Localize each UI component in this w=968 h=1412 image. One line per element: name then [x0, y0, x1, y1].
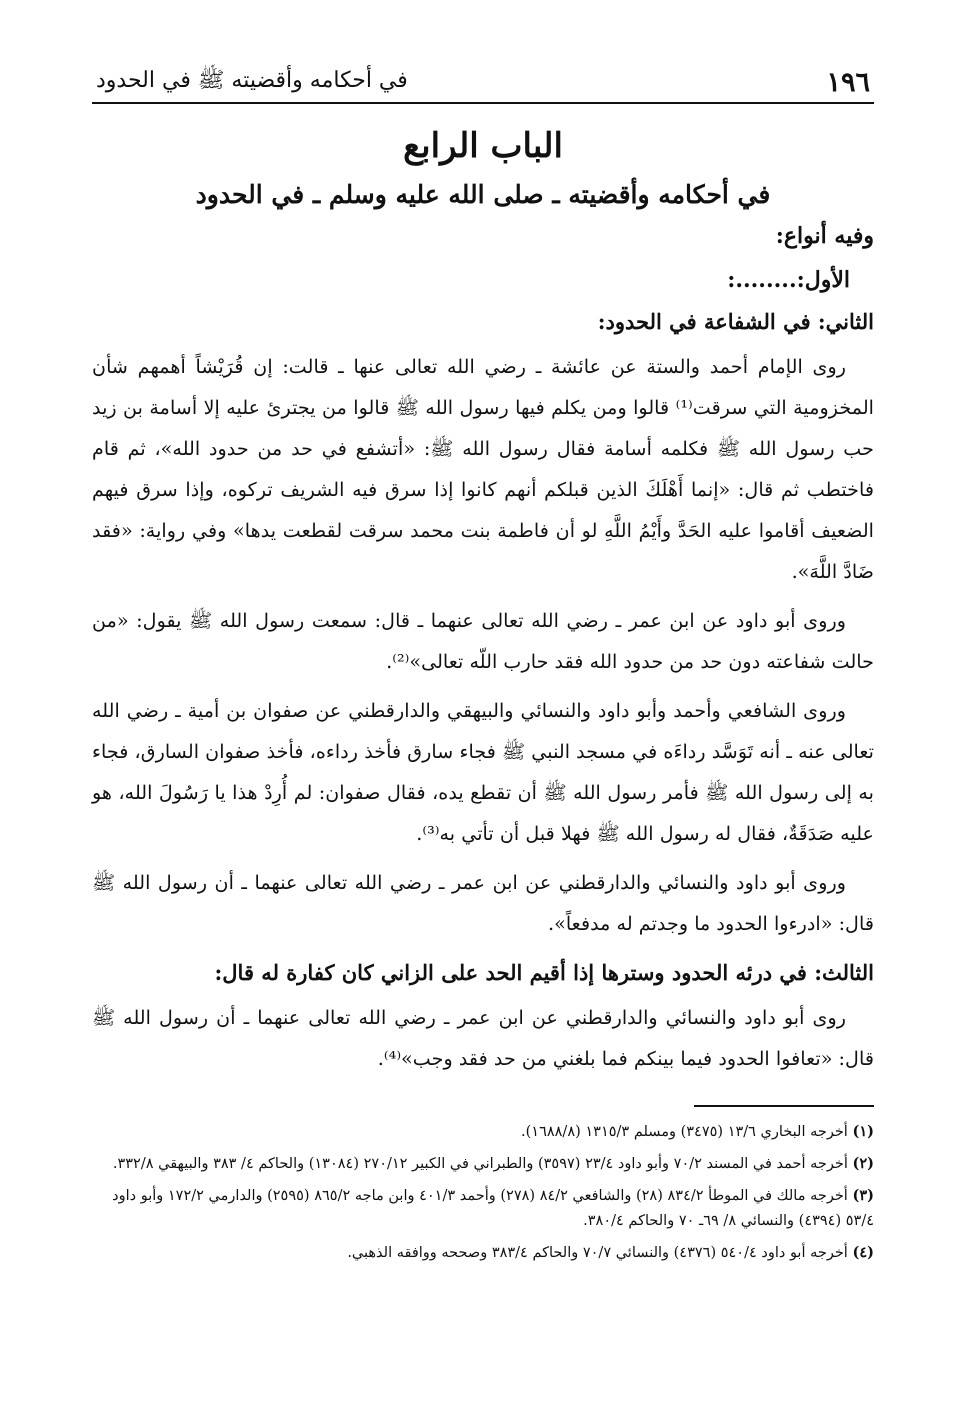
chapter-subtitle: في أحكامه وأقضيته ـ صلى الله عليه وسلم ـ في الحدود [195, 180, 771, 209]
footnote [92, 1240, 874, 1266]
footnote-divider [694, 1105, 874, 1107]
footnote-number: (٢) [852, 1155, 874, 1172]
paragraph: روى الإمام أحمد والستة عن عائشة ـ رضي الله تعالى عنها ـ قالت: إن قُرَيْشاً أهمهم شأن المخزومية التي سرقت⁽¹⁾ قالوا ومن يكلم فيها رسول الله ﷺ قالوا من يجترئ عليه إلا أسامة بن زيد حب رسول الله ﷺ فكلمه أسامة فقال رسول الله ﷺ: «أتشفع في حد من حدود الله»، ثم قام فاختطب ثم قال: «إنما أَهْلَكَ الذين قبلكم أنهم كانوا إذا سرق فيه الشريف تركوه، وإذا سرق فيهم الضعيف أقاموا عليه الحَدَّ وأَيْمُ اللَّهِ لو أن فاطمة بنت محمد سرقت لقطعت يدها» وفي رواية: «فقد ضَادَّ اللَّهَ». [92, 355, 874, 583]
footnote-text: أخرجه مالك في الموطأ ٨٣٤/٢ (٢٨) والشافعي ٨٤/٢ (٢٧٨) وأحمد ٤٠١/٣ وابن ماجه ٨٦٥/٢ (٢٥٩٥) والدارمي ١٧٢/٢ وأبو داود ٥٣/٤ (٤٣٩٤) والنسائي ٨/ ٦٩ـ ٧٠ والحاكم ٣٨٠/٤. [112, 1188, 874, 1229]
footnote [92, 1151, 874, 1177]
chapter-title: الباب الرابع [403, 126, 563, 166]
footnote-number: (١) [852, 1123, 874, 1140]
section-averting-punishments [92, 960, 874, 1079]
paragraph: وروى الشافعي وأحمد وأبو داود والنسائي والبيهقي والدارقطني عن صفوان بن أمية ـ رضي الله تعالى عنه ـ أنه تَوَسَّد رداءَه في مسجد النبي ﷺ فجاء سارق فأخذ رداءه، فأخذ صفوان السارق، فجاء به إلى رسول الله ﷺ فأمر رسول الله ﷺ أن تقطع يده، فقال صفوان: لم أُرِدْ هذا يا رَسُولَ الله، هو عليه صَدَقَةٌ، فقال له رسول الله ﷺ فهلا قبل أن تأتي به⁽³⁾. [92, 699, 874, 845]
section-heading: الثالث: في درئه الحدود وسترها إذا أقيم الحد على الزاني كان كفارة له قال: [214, 960, 874, 985]
footnote-text: أخرجه أحمد في المسند ٧٠/٢ وأبو داود ٢٣/٤ (٣٥٩٧) والطبراني في الكبير ٢٧٠/١٢ (١٣٠٨٤) والحاكم ٤/ ٣٨٣ والبيهقي ٣٣٢/٨. [112, 1156, 848, 1172]
running-title: في أحكامه وأقضيته ﷺ في الحدود [96, 68, 408, 93]
paragraph: روى أبو داود والنسائي والدارقطني عن ابن عمر ـ رضي الله تعالى عنهما ـ أن رسول الله ﷺ قال: «تعافوا الحدود فيما بينكم فما بلغني من حد فقد وجب»⁽⁴⁾. [92, 1006, 874, 1070]
page-number: ١٩٦ [826, 67, 870, 98]
footnote-text: أخرجه أبو داود ٥٤٠/٤ (٤٣٧٦) والنسائي ٧٠/٧ والحاكم ٣٨٣/٤ وصححه ووافقه الذهبي. [347, 1245, 848, 1261]
footnote [92, 1183, 874, 1234]
page-header [92, 54, 874, 104]
intro-line: وفيه أنواع: [775, 223, 874, 249]
footnote-text: أخرجه البخاري ١٣/٦ (٣٤٧٥) ومسلم ١٣١٥/٣ (١٦٨٨/٨). [521, 1124, 848, 1140]
first-section-heading: الأول:........: [727, 267, 850, 293]
footnote [92, 1119, 874, 1145]
section-intercession [92, 309, 874, 944]
section-heading: الثاني: في الشفاعة في الحدود: [597, 309, 874, 334]
paragraph: وروى أبو داود والنسائي والدارقطني عن ابن عمر ـ رضي الله تعالى عنهما ـ أن رسول الله ﷺ قال: «ادرءوا الحدود ما وجدتم له مدفعاً». [92, 871, 874, 935]
footnote-number: (٣) [852, 1187, 874, 1204]
footnote-number: (٤) [852, 1244, 874, 1261]
footnotes [92, 1119, 874, 1266]
paragraph: وروى أبو داود عن ابن عمر ـ رضي الله تعالى عنهما ـ قال: سمعت رسول الله ﷺ يقول: «من حالت شفاعته دون حد من حدود الله فقد حارب اللّه تعالى»⁽²⁾. [92, 609, 874, 673]
